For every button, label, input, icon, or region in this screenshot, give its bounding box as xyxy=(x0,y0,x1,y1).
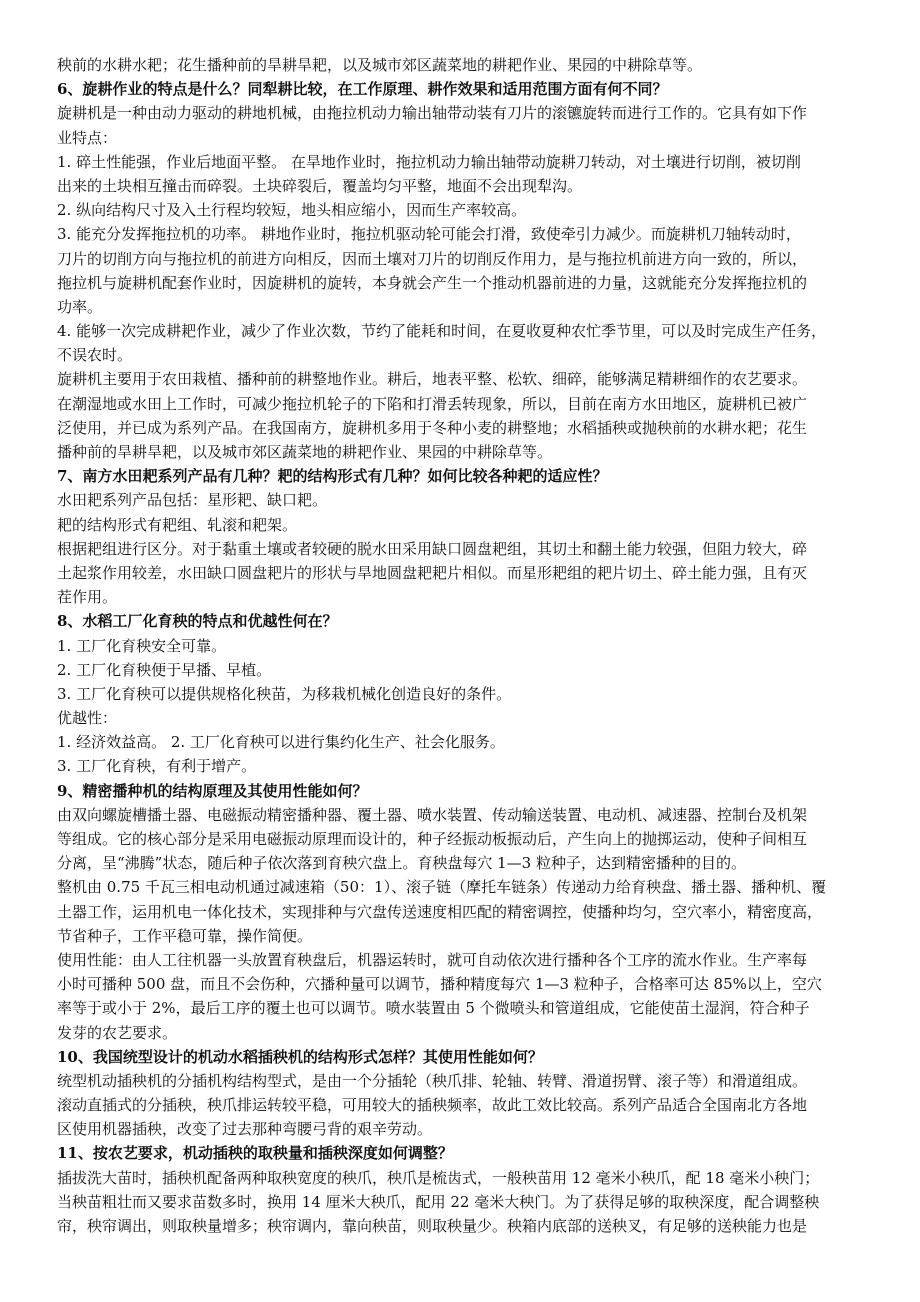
body-text-line: 1. 碎土性能强，作业后地面平整。 在旱地作业时，拖拉机动力输出轴带动旋耕刀转动，对土壤进行切削，被切削 xyxy=(57,152,801,171)
question-heading: 8、水稻工厂化育秧的特点和优越性何在？ xyxy=(57,612,338,631)
question-heading: 9、精密播种机的结构原理及其使用性能如何？ xyxy=(57,781,368,800)
body-text-line: 耙的结构形式有耙组、轧滚和耙架。 xyxy=(57,515,298,534)
body-text-line: 3. 能充分发挥拖拉机的功率。 耕地作业时，拖拉机驱动轮可能会打滑，致使牵引力减少。而旋耕机刀轴转动时， xyxy=(57,225,801,244)
body-text-line: 发芽的农艺要求。 xyxy=(57,1023,178,1042)
body-text-line: 3. 工厂化育秧可以提供规格化秧苗，为移栽机械化创造良好的条件。 xyxy=(57,684,512,703)
body-text-line: 刀片的切削方向与拖拉机的前进方向相反，因而土壤对刀片的切削反作用力，是与拖拉机前进方向一致的，所以， xyxy=(57,249,808,268)
body-text-line: 统型机动插秧机的分插机构结构型式，是由一个分插轮（秧爪排、轮轴、转臂、滑道拐臂、滚子等）和滑道组成。 xyxy=(57,1071,808,1090)
body-text-line: 分离，呈“沸腾”状态，随后种子依次落到育秧穴盘上。育秧盘每穴 1—3 粒种子，达到精密播种的目的。 xyxy=(57,854,746,873)
body-text-line: 小时可播种 500 盘，而且不会伤种，穴播种量可以调节，播种精度每穴 1—3 粒种子，合格率可达 85%以上，空穴 xyxy=(57,975,822,994)
body-text-line: 等组成。它的核心部分是采用电磁振动原理而设计的，种子经振动板振动后，产生向上的抛掷运动，使种子间相互 xyxy=(57,830,808,848)
body-text-line: 3. 工厂化育秧，有利于增产。 xyxy=(57,757,257,776)
body-text-line: 功率。 xyxy=(57,297,103,316)
body-text-line: 土器工作，运用机电一体化技术，实现排种与穴盘传送速度相匹配的精密调控，使播种均匀，空穴率小，精密度高， xyxy=(57,902,823,921)
body-text-line: 4. 能够一次完成耕耙作业，减少了作业次数，节约了能耗和时间，在夏收夏种农忙季节里，可以及时完成生产任务， xyxy=(57,322,827,341)
body-text-line: 帘，秧帘调出，则取秧量增多；秧帘调内，靠向秧苗，则取秧量少。秧箱内底部的送秧叉，有足够的送秧能力也是 xyxy=(57,1217,808,1235)
body-text-line: 使用性能：由人工往机器一头放置育秧盘后，机器运转时，就可自动依次进行播种各个工序的流水作业。生产率每 xyxy=(57,950,808,969)
body-text-line: 率等于或小于 2%，最后工序的覆土也可以调节。喷水装置由 5 个微喷头和管道组成，它能使苗土湿润，符合种子 xyxy=(57,999,810,1018)
body-text-line: 旋耕机主要用于农田栽植、播种前的耕整地作业。耕后，地表平整、松软、细碎，能够满足精耕细作的农艺要求。 xyxy=(57,370,808,389)
body-text-line: 旋耕机是一种由动力驱动的耕地机械，由拖拉机动力输出轴带动装有刀片的滚镳旋转而进行工作的。它具有如下作 xyxy=(57,104,808,123)
body-text-line: 插拔洗大苗时，插秧机配备两种取秧宽度的秧爪，秧爪是梳齿式，一般秧苗用 12 毫米小秧爪，配 18 毫米小秧门； xyxy=(57,1168,820,1187)
body-text-line: 泛使用，并已成为系列产品。在我国南方，旋耕机多用于冬种小麦的耕整地；水稻插秧或抛秧前的水耕水耙；花生 xyxy=(57,418,808,437)
body-text-line: 土起浆作用较差，水田缺口圆盘耙片的形状与旱地圆盘耙耙片相似。而星形耙组的耙片切土、碎土能力强，且有灭 xyxy=(57,563,808,582)
body-text-line: 节省种子，工作平稳可靠，操作简便。 xyxy=(57,926,313,945)
body-text-line: 滚动直插式的分插秧，秧爪排运转较平稳，可用较大的插秧频率，故此工效比较高。系列产品适合全国南北方各地 xyxy=(57,1096,808,1115)
question-heading: 7、南方水田耙系列产品有几种？耙的结构形式有几种？如何比较各种耙的适应性？ xyxy=(57,467,608,486)
body-text-line: 水田耙系列产品包括：星形耙、缺口耙。 xyxy=(57,491,328,510)
body-text-line: 由双向螺旋槽播土器、电磁振动精密播种器、覆土器、喷水装置、传动输送装置、电动机、减速器、控制台及机架 xyxy=(57,805,808,824)
body-text-line: 拖拉机与旋耕机配套作业时，因旋耕机的旋转，本身就会产生一个推动机器前进的力量，这就能充分发挥拖拉机的 xyxy=(57,273,808,292)
body-text-line: 1. 工厂化育秧安全可靠。 xyxy=(57,636,227,655)
body-text-line: 不误农时。 xyxy=(57,346,133,365)
body-text-line: 播种前的旱耕旱耙，以及城市郊区蔬菜地的耕耙作业、果园的中耕除草等。 xyxy=(57,443,553,461)
body-text-line: 整机由 0.75 千瓦三相电动机通过减速箱（50：1）、滚子链（摩托车链条）传递动力给育秧盘、播土器、播种机、覆 xyxy=(57,878,827,897)
body-text-line: 茬作用。 xyxy=(57,588,118,607)
body-text-line: 区使用机器插秧，改变了过去那种弯腰弓背的艰辛劳动。 xyxy=(57,1120,433,1139)
question-heading: 11、按农艺要求，机动插秧的取秧量和插秧深度如何调整？ xyxy=(57,1144,453,1163)
question-heading: 6、旋耕作业的特点是什么？同犁耕比较，在工作原理、耕作效果和适用范围方面有何不同？ xyxy=(57,80,668,99)
body-text-line: 根据耙组进行区分。对于黏重土壤或者较硬的脱水田采用缺口圆盘耙组，其切土和翻土能力较强，但阻力较大，碎 xyxy=(57,539,808,558)
body-text-line: 2. 工厂化育秧便于早播、早植。 xyxy=(57,660,272,679)
body-text-line: 优越性： xyxy=(57,709,118,728)
body-text-line: 1. 经济效益高。 2. 工厂化育秧可以进行集约化生产、社会化服务。 xyxy=(57,733,505,752)
body-text-line: 当秧苗粗壮而又要求苗数多时，换用 14 厘米大秧爪，配用 22 毫米大秧门。为了获得足够的取秧深度，配合调整秧 xyxy=(57,1192,820,1211)
body-text-line: 业特点： xyxy=(57,128,118,147)
question-heading: 10、我国统型设计的机动水稻插秧机的结构形式怎样？其使用性能如何？ xyxy=(57,1047,543,1066)
body-text-line: 出来的土块相互撞击而碎裂。土块碎裂后，覆盖均匀平整，地面不会出现犁沟。 xyxy=(57,176,583,195)
body-text-line: 秧前的水耕水耙；花生播种前的旱耕旱耙，以及城市郊区蔬菜地的耕耙作业、果园的中耕除草等。 xyxy=(57,56,703,74)
body-text-line: 在潮湿地或水田上工作时，可减少拖拉机轮子的下陷和打滑丢转现象，所以，目前在南方水田地区，旋耕机已被广 xyxy=(57,394,808,413)
body-text-line: 2. 纵向结构尺寸及入土行程均较短，地头相应缩小，因而生产率较高。 xyxy=(57,201,527,220)
